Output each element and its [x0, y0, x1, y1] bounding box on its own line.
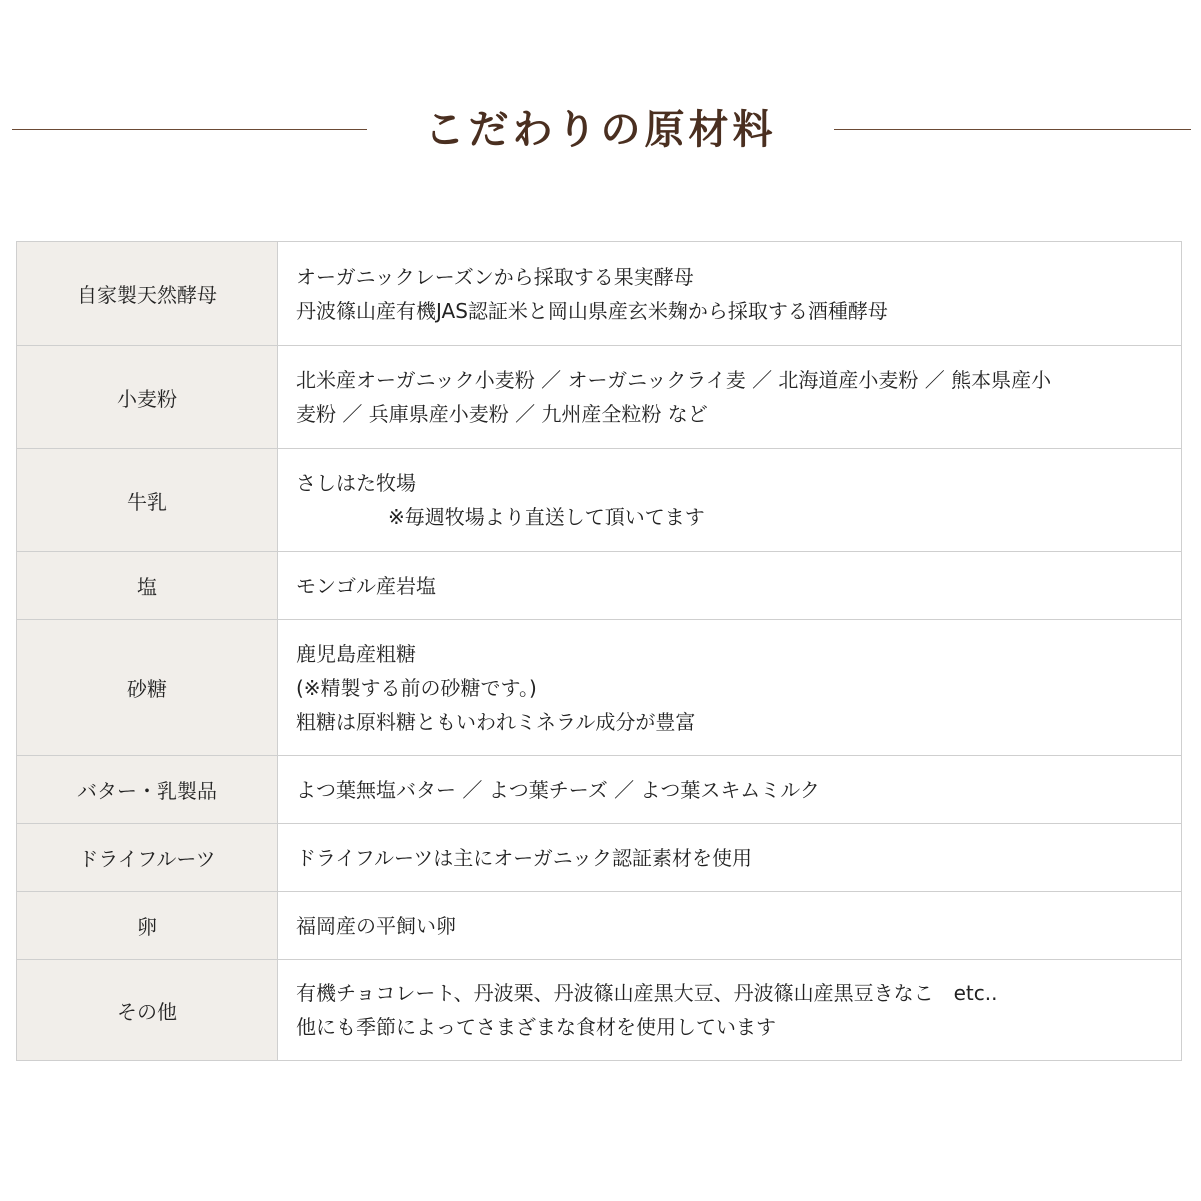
detail-line: (※精製する前の砂糖です。): [296, 675, 537, 700]
table-row: [17, 891, 1181, 959]
ingredient-label: 卵: [17, 892, 278, 959]
ingredient-detail: [278, 346, 1181, 448]
ingredient-label: バター・乳製品: [17, 756, 278, 823]
section-header: [0, 96, 1201, 164]
detail-line: 他にも季節によってさまざまな食材を使用しています: [296, 1015, 776, 1039]
detail-line: 麦粉 ／ 兵庫県産小麦粉 ／ 九州産全粒粉 など: [296, 402, 708, 426]
ingredient-label: 小麦粉: [17, 346, 278, 448]
detail-line: 粗糖は原料糖ともいわれミネラル成分が豊富: [296, 709, 696, 734]
ingredient-label: その他: [17, 960, 278, 1060]
detail-line: 有機チョコレート、丹波栗、丹波篠山産黒大豆、丹波篠山産黒豆きなこ etc..: [296, 981, 998, 1005]
ingredient-detail: [278, 552, 1181, 619]
ingredient-label: 塩: [17, 552, 278, 619]
ingredient-detail: [278, 620, 1181, 755]
detail-line: ※毎週牧場より直送して頂いてます: [388, 505, 705, 529]
ingredient-detail: [278, 242, 1181, 345]
ingredient-detail: [278, 449, 1181, 551]
table-row: [17, 242, 1181, 345]
table-row: [17, 448, 1181, 551]
table-row: [17, 823, 1181, 891]
table-row: [17, 345, 1181, 448]
ingredient-label: 自家製天然酵母: [17, 242, 278, 345]
ingredient-detail: [278, 892, 1181, 959]
ingredient-label: 砂糖: [17, 620, 278, 755]
ingredients-table: [16, 241, 1182, 1061]
header-divider-left: [12, 129, 367, 130]
detail-line: ドライフルーツは主にオーガニック認証素材を使用: [296, 845, 752, 870]
table-row: [17, 959, 1181, 1060]
ingredient-label: 牛乳: [17, 449, 278, 551]
detail-line: 北米産オーガニック小麦粉 ／ オーガニックライ麦 ／ 北海道産小麦粉 ／ 熊本県産小: [296, 368, 1052, 392]
table-row: [17, 551, 1181, 619]
ingredient-detail: [278, 960, 1181, 1060]
detail-line: モンゴル産岩塩: [296, 573, 436, 598]
table-row: [17, 619, 1181, 755]
detail-line: 鹿児島産粗糖: [296, 641, 416, 666]
header-divider-right: [834, 129, 1191, 130]
ingredient-detail: [278, 824, 1181, 891]
detail-line: 福岡産の平飼い卵: [296, 913, 456, 938]
ingredient-detail: [278, 756, 1181, 823]
detail-line: さしはた牧場: [296, 471, 416, 495]
page-title: こだわりの原材料: [424, 106, 777, 153]
detail-line: よつ葉無塩バター ／ よつ葉チーズ ／ よつ葉スキムミルク: [296, 777, 820, 802]
detail-line: 丹波篠山産有機JAS認証米と岡山県産玄米麹から採取する酒種酵母: [296, 298, 888, 323]
ingredient-label: ドライフルーツ: [17, 824, 278, 891]
detail-line: オーガニックレーズンから採取する果実酵母: [296, 264, 694, 289]
table-row: [17, 755, 1181, 823]
